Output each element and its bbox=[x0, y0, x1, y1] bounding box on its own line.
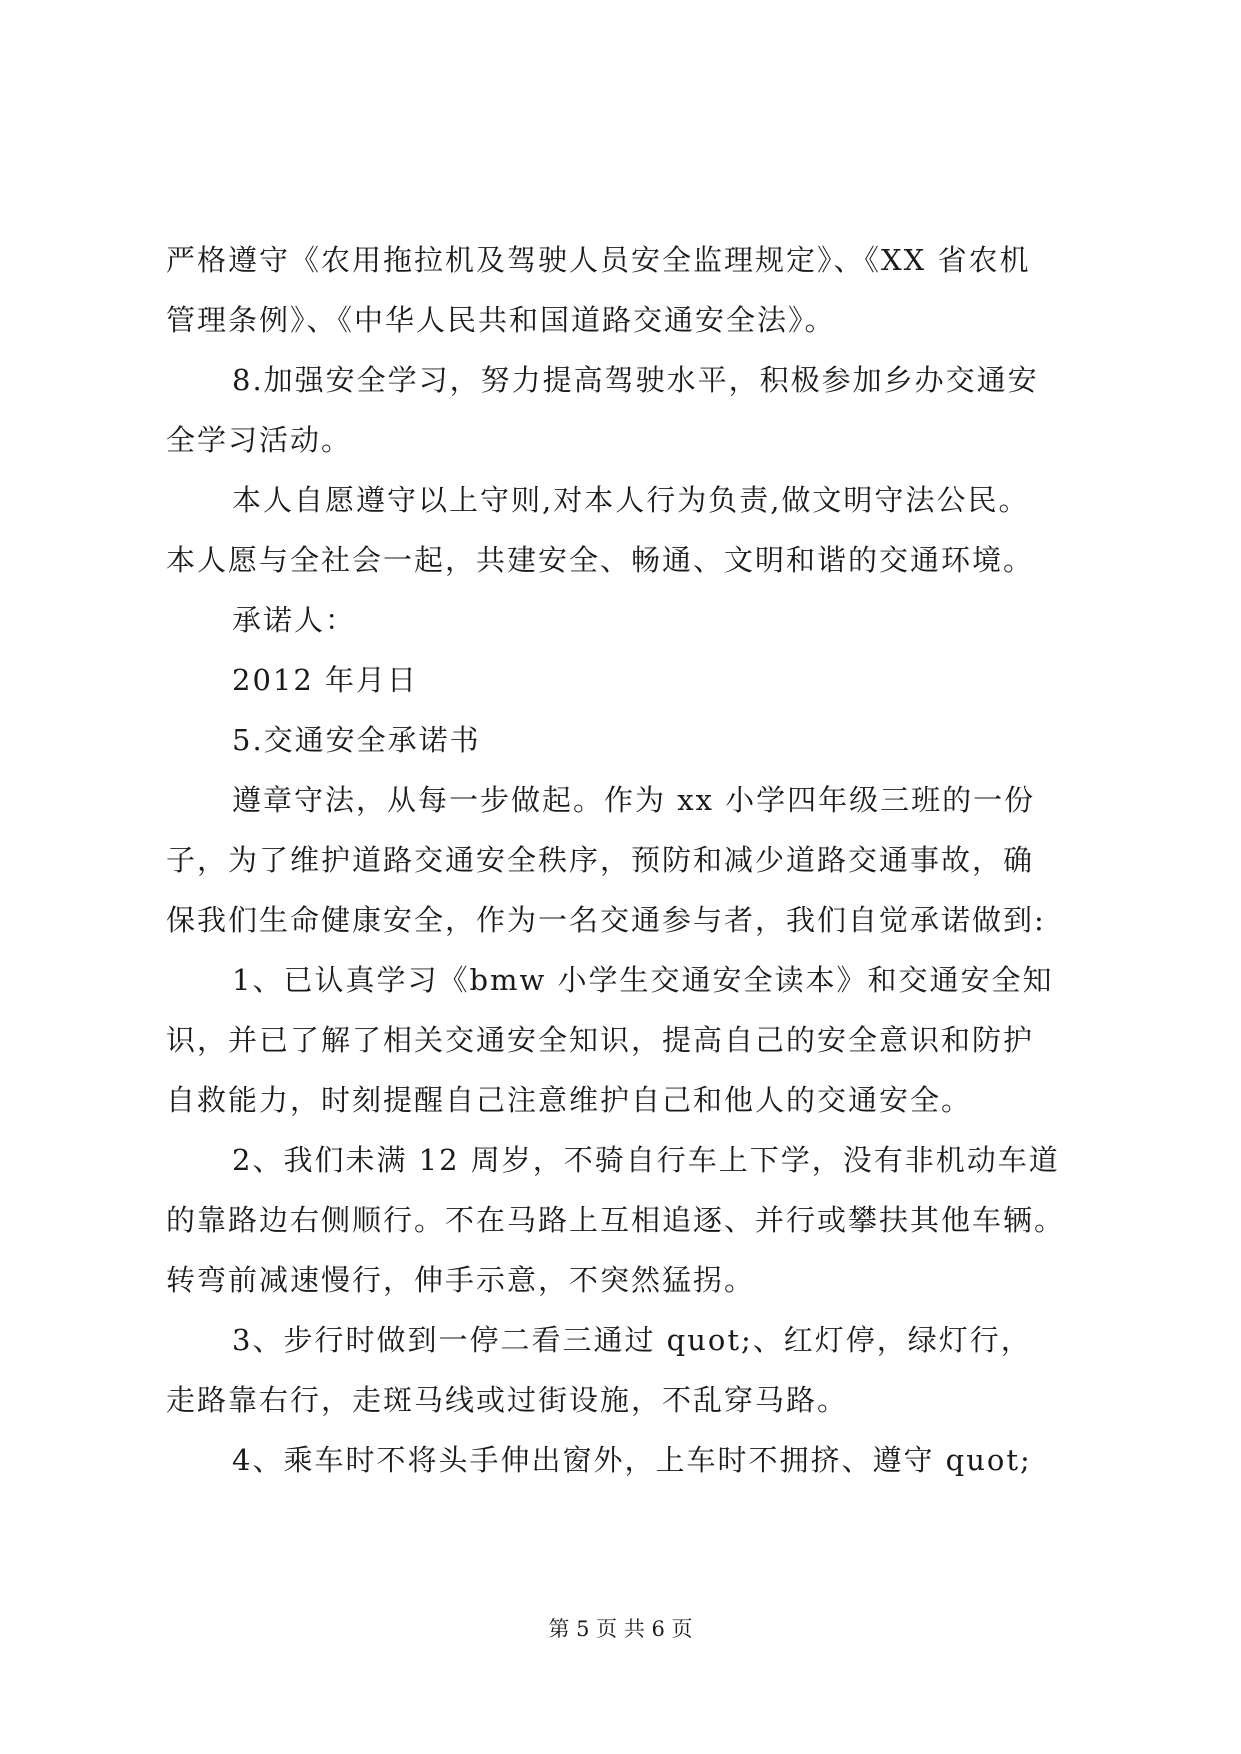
text-line: 1、已认真学习《bmw 小学生交通安全读本》和交通安全知 bbox=[232, 963, 1054, 997]
text-line: 管理条例》、《中华人民共和国道路交通安全法》。 bbox=[166, 303, 836, 337]
page-number: 第 5 页 共 6 页 bbox=[548, 1617, 693, 1641]
date-line: 2012 年月日 bbox=[232, 663, 419, 697]
text-line: 本人自愿遵守以上守则,对本人行为负责,做文明守法公民。 bbox=[232, 483, 1030, 517]
text-line: 3、步行时做到一停二看三通过 quot;、红灯停，绿灯行， bbox=[232, 1323, 1032, 1357]
text-line: 8.加强安全学习，努力提高驾驶水平，积极参加乡办交通安 bbox=[232, 363, 1039, 397]
text-line: 遵章守法，从每一步做起。作为 xx 小学四年级三班的一份 bbox=[232, 783, 1036, 817]
section-title: 5.交通安全承诺书 bbox=[232, 723, 481, 757]
text-line: 4、乘车时不将头手伸出窗外，上车时不拥挤、遵守 quot; bbox=[232, 1443, 1032, 1477]
text-line: 识，并已了解了相关交通安全知识，提高自己的安全意识和防护 bbox=[166, 1023, 1035, 1057]
text-line: 子，为了维护道路交通安全秩序，预防和减少道路交通事故，确 bbox=[166, 843, 1035, 877]
text-line: 的靠路边右侧顺行。不在马路上互相追逐、并行或攀扶其他车辆。 bbox=[166, 1203, 1066, 1237]
page-footer bbox=[0, 1614, 1241, 1644]
text-line: 走路靠右行，走斑马线或过街设施，不乱穿马路。 bbox=[166, 1383, 849, 1417]
signer-label: 承诺人： bbox=[232, 603, 357, 637]
text-line: 2、我们未满 12 周岁，不骑自行车上下学，没有非机动车道 bbox=[232, 1143, 1060, 1177]
text-line: 保我们生命健康安全，作为一名交通参与者，我们自觉承诺做到: bbox=[166, 903, 1046, 937]
text-line: 转弯前减速慢行，伸手示意，不突然猛拐。 bbox=[166, 1263, 756, 1297]
text-line: 严格遵守《农用拖拉机及驾驶人员安全监理规定》、《XX 省农机 bbox=[166, 243, 1031, 277]
text-line: 本人愿与全社会一起，共建安全、畅通、文明和谐的交通环境。 bbox=[166, 543, 1035, 577]
text-line: 全学习活动。 bbox=[166, 423, 353, 457]
text-line: 自救能力，时刻提醒自己注意维护自己和他人的交通安全。 bbox=[166, 1083, 973, 1117]
document-body bbox=[166, 230, 1076, 1490]
